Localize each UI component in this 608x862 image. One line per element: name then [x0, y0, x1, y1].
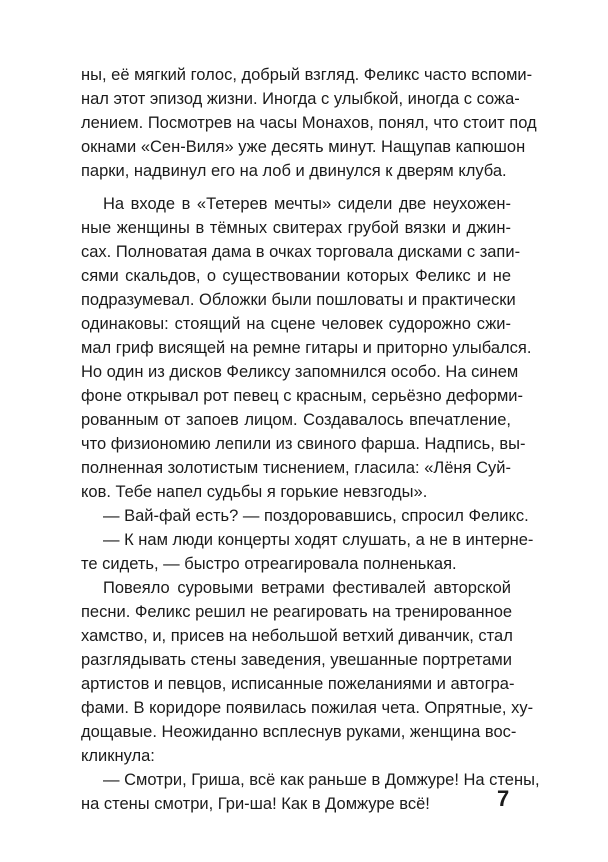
text-line: подразумевал. Обложки были пошловаты и практически	[81, 291, 516, 309]
text-line: сах. Полноватая дама в очках торговала дисками с запи-	[81, 243, 521, 261]
text-line: — Смотри, Гриша, всё как раньше в Домжуре! На стены,	[103, 771, 540, 789]
text-line: что физиономию лепили из свиного фарша. Надпись, вы-	[81, 435, 526, 453]
text-line: фами. В коридоре появилась пожилая чета. Опрятные, ху-	[81, 699, 534, 717]
text-line: на стены смотри, Гри-ша! Как в Домжуре всё!	[81, 795, 430, 813]
text-line: лением. Посмотрев на часы Монахов, понял, что стоит под	[81, 114, 537, 132]
text-line: — К нам люди концерты ходят слушать, а не в интернe-	[103, 531, 534, 549]
text-line: нал этот эпизод жизни. Иногда с улыбкой, иногда с сожа-	[81, 90, 520, 108]
text-line: одинаковы: стоящий на сцене человек судорожно сжи-	[81, 315, 511, 333]
text-line: хамство, и, присев на небольшой ветхий диванчик, стал	[81, 627, 513, 645]
text-line: сями скальдов, о существовании которых Феликс и не	[81, 267, 511, 285]
text-line: мал гриф висящей на ремне гитары и приторно улыбался.	[81, 339, 532, 357]
text-line: Повеяло суровыми ветрами фестивалей авторской	[103, 579, 511, 597]
text-line: — Вай-фай есть? — поздоровавшись, спросил Феликс.	[103, 507, 529, 525]
text-line: ны, её мягкий голос, добрый взгляд. Феликс часто вспоми-	[81, 66, 533, 84]
text-line: песни. Феликс решил не реагировать на тренированное	[81, 603, 513, 621]
text-line: полненная золотистым тиснением, гласила: «Лёня Суй-	[81, 459, 511, 477]
text-line: ков. Тебе напел судьбы я горькие невзгоды».	[81, 483, 428, 501]
text-line: дощавые. Неожиданно всплеснув руками, женщина вос-	[81, 723, 517, 741]
text-line: Но один из дисков Феликсу запомнился особо. На синем	[81, 363, 519, 381]
text-line: рованным от запоев лицом. Создавалось впечатление,	[81, 411, 511, 429]
text-line: На входе в «Тетерев мечты» сидели две неухожен-	[103, 195, 511, 213]
page-number: 7	[497, 786, 510, 811]
text-line: артистов и певцов, исписанные пожеланиями и автогра-	[81, 675, 515, 693]
text-line: фоне открывал рот певец с красным, серьёзно деформи-	[81, 387, 523, 405]
text-line: кликнула:	[81, 747, 155, 765]
text-line: разглядывать стены заведения, увешанные портретами	[81, 651, 512, 669]
text-line: ные женщины в тёмных свитерах грубой вязки и джин-	[81, 219, 511, 237]
text-line: те сидеть, — быстро отреагировала полненькая.	[81, 555, 457, 573]
text-line: окнами «Сен-Виля» уже десять минут. Нащупав капюшон	[81, 138, 526, 156]
text-line: парки, надвинул его на лоб и двинулся к дверям клуба.	[81, 162, 507, 180]
